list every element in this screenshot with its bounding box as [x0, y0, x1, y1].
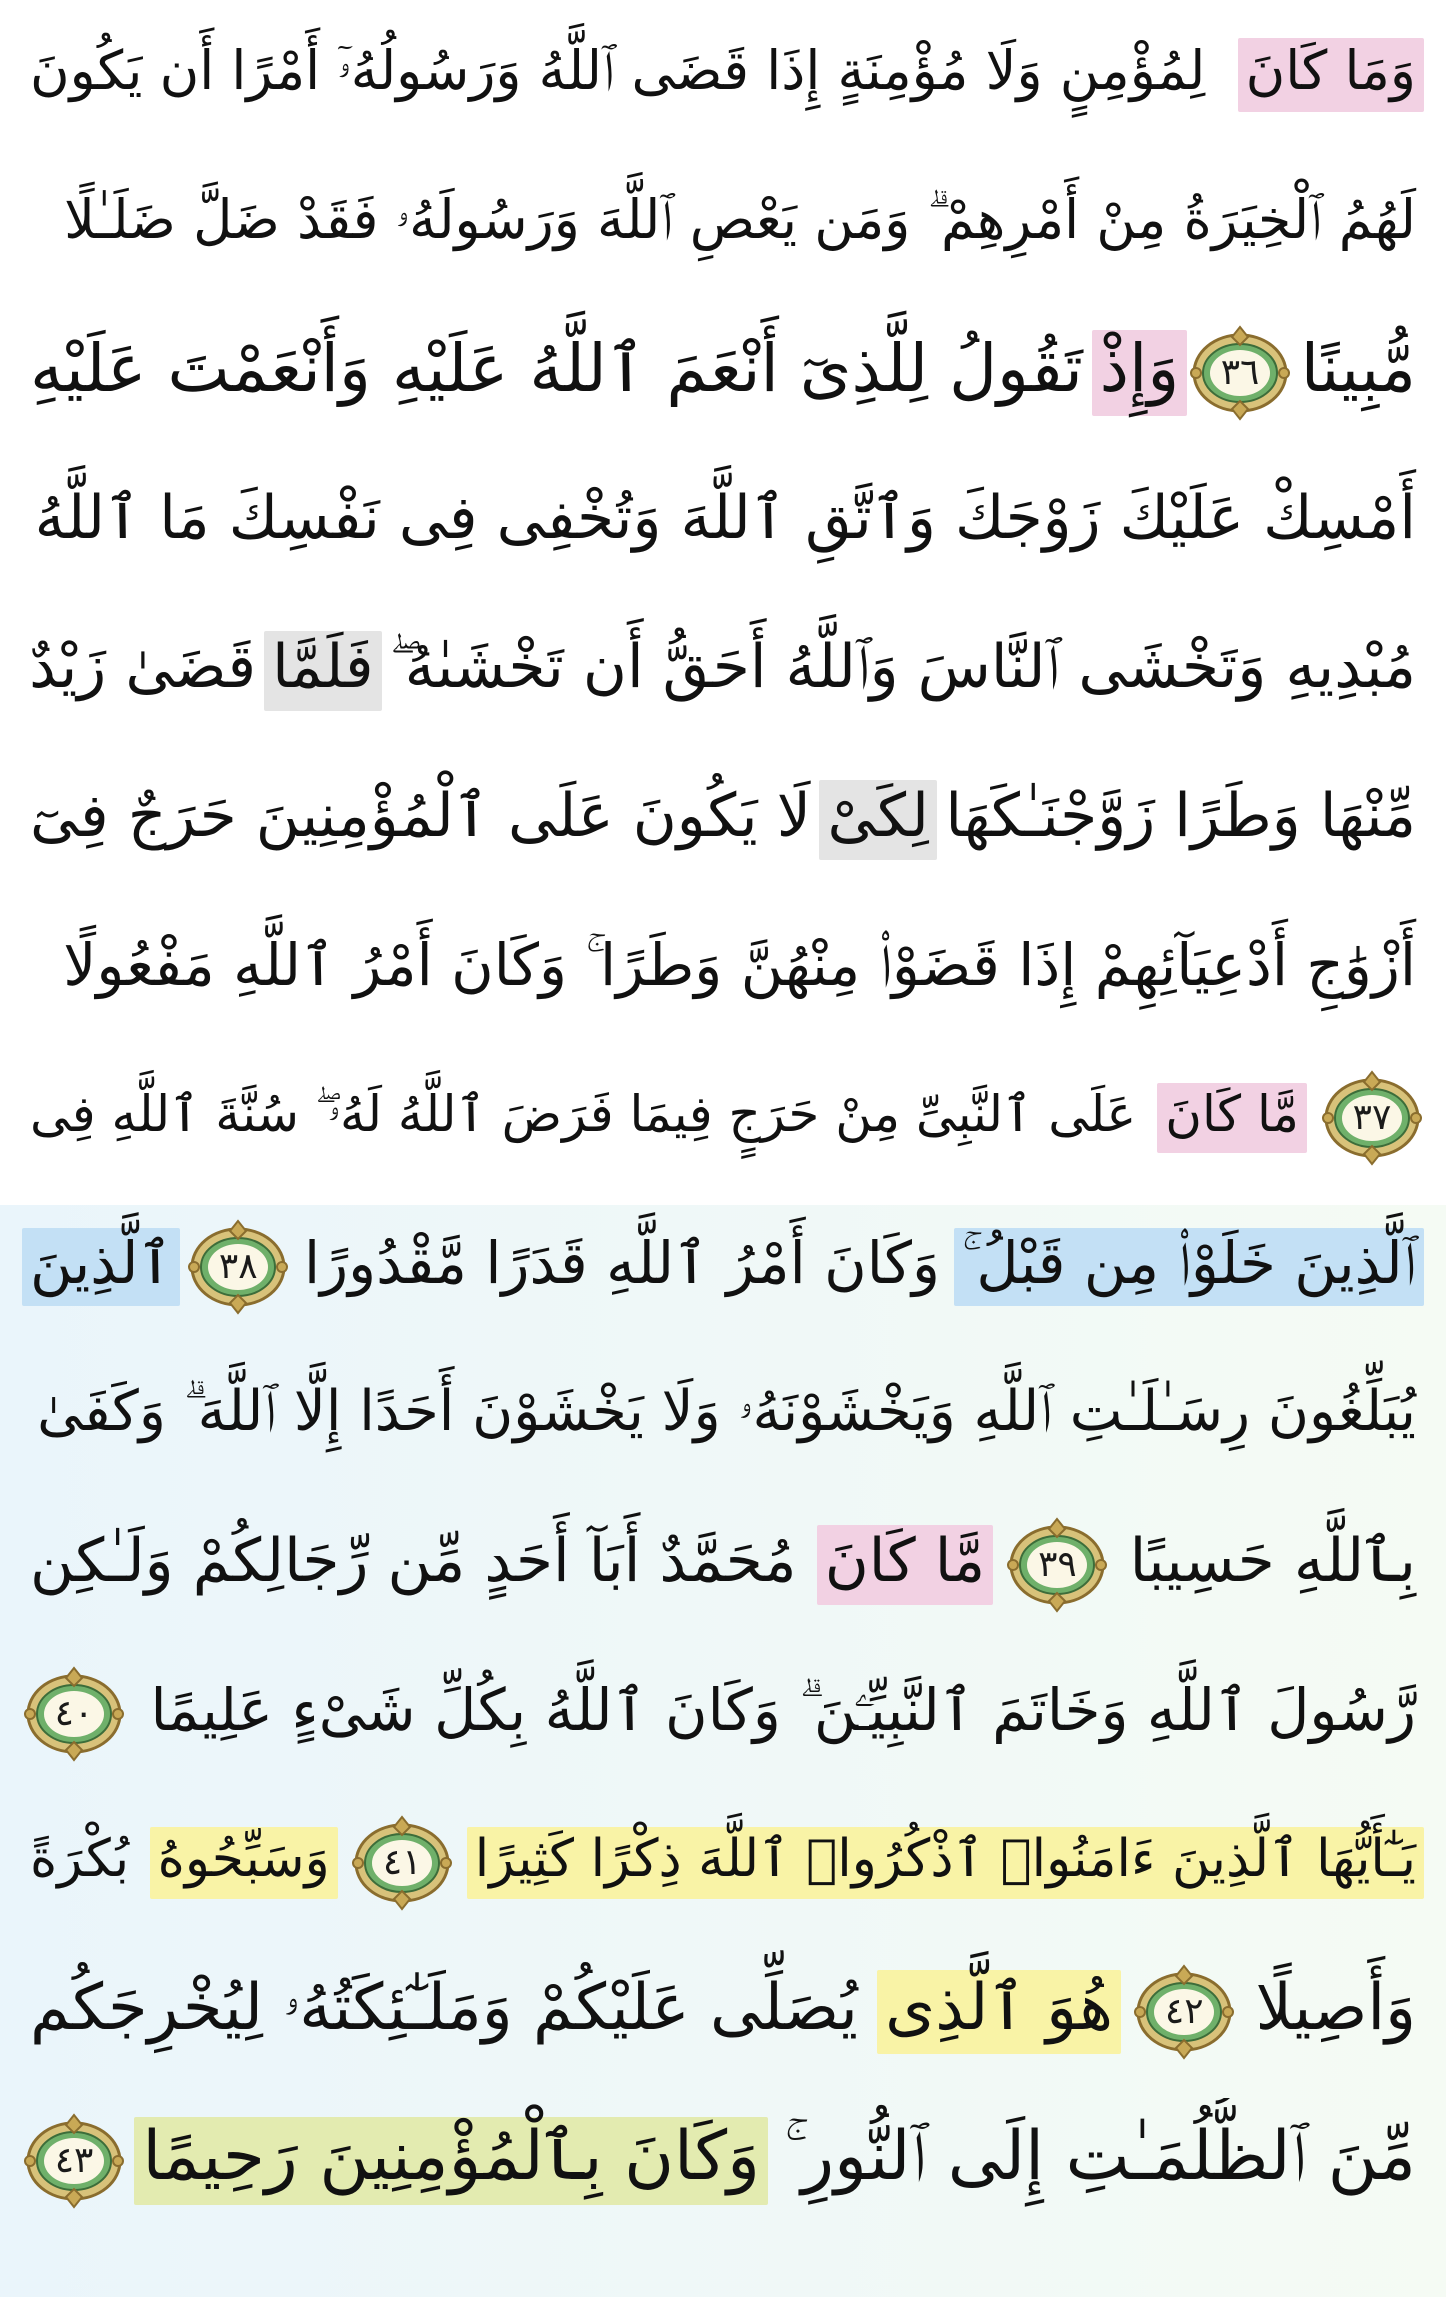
highlighted-word: وَسَبِّحُوهُ [150, 1827, 338, 1899]
verse-text: عَلَى ٱلنَّبِىِّ مِنْ حَرَجٍ فِيمَا فَرَضَ ٱللَّهُ لَهُۥ ۖ سُنَّةَ ٱللَّهِ فِى [30, 1084, 1137, 1143]
highlighted-word: لِكَىْ [819, 780, 936, 860]
verse-text: بُكْرَةً [30, 1828, 130, 1889]
verse-end-marker-icon [22, 2113, 126, 2209]
verse-text: أَزْوَٰجِ أَدْعِيَآئِهِمْ إِذَا قَضَوْا۟ مِنْهُنَّ وَطَرًا ۚ وَكَانَ أَمْرُ ٱللَّهِ مَفْعُولًا [63, 930, 1416, 999]
verse-line [22, 1204, 1424, 1329]
verse-text: رَّسُولَ ٱللَّهِ وَخَاتَمَ ٱلنَّبِيِّـۧنَ ۗ وَكَانَ ٱللَّهُ بِكُلِّ شَىْءٍ عَلِيمًا [150, 1675, 1416, 1744]
verse-end-marker-icon [1188, 325, 1292, 421]
verse-text: بِٱللَّهِ حَسِيبًا [1129, 1525, 1416, 1596]
highlighted-word: هُوَ ٱلَّذِى [877, 1970, 1121, 2054]
verse-number: ٣٨ [218, 1245, 258, 1287]
verse-number: ٣٦ [1220, 351, 1260, 393]
verse-number: ٤٠ [54, 1692, 94, 1734]
verse-end-marker-icon [22, 1666, 126, 1762]
verse-text: مِّنَ ٱلظُّلُمَـٰتِ إِلَى ٱلنُّورِ ۚ [784, 2116, 1416, 2196]
verse-text: مِّنْهَا وَطَرًا زَوَّجْنَـٰكَهَا [945, 780, 1416, 851]
highlighted-word: ٱلَّذِينَ خَلَوْا۟ مِن قَبْلُ ۚ [954, 1228, 1424, 1306]
verse-text: لَا يَكُونَ عَلَى ٱلْمُؤْمِنِينَ حَرَجٌ فِىٓ [30, 780, 811, 851]
verse-end-marker-icon [186, 1219, 290, 1315]
verse-line [22, 1651, 1424, 1776]
verse-text: مُّبِينًا [1300, 329, 1416, 407]
verse-text: مُحَمَّدٌ أَبَآ أَحَدٍ مِّن رِّجَالِكُمْ وَلَـٰكِن [30, 1525, 797, 1596]
highlighted-word: مَّا كَانَ [1157, 1083, 1307, 1153]
verse-line [22, 906, 1424, 1031]
verse-text: مُبْدِيهِ وَتَخْشَى ٱلنَّاسَ وَٱللَّهُ أَحَقُّ أَن تَخْشَىٰهُ ۖ [389, 631, 1416, 702]
verse-text: قَضَىٰ زَيْدٌ [29, 631, 257, 702]
verse-number: ٤٢ [1164, 1990, 1204, 2032]
verse-line [22, 2098, 1424, 2223]
verse-line [22, 161, 1424, 286]
highlighted-word: وَإِذْ [1092, 330, 1188, 416]
verse-line [22, 459, 1424, 584]
highlighted-word: مَّا كَانَ [817, 1525, 993, 1605]
verse-line [22, 1949, 1424, 2074]
verse-line [22, 1800, 1424, 1925]
verse-number: ٣٧ [1352, 1096, 1392, 1138]
verse-line [22, 1353, 1424, 1478]
verse-number: ٤٣ [54, 2139, 94, 2181]
verse-text: وَأَصِيلًا [1255, 1970, 1416, 2045]
verse-line [22, 757, 1424, 882]
verse-text: لِمُؤْمِنٍ وَلَا مُؤْمِنَةٍ إِذَا قَضَى ٱللَّهُ وَرَسُولُهُۥٓ أَمْرًا أَن يَكُونَ [30, 38, 1206, 102]
verse-end-marker-icon [350, 1815, 454, 1911]
highlighted-word: وَمَا كَانَ [1238, 38, 1424, 112]
verse-text: لَهُمُ ٱلْخِيَرَةُ مِنْ أَمْرِهِمْ ۗ وَمَن يَعْصِ ٱللَّهَ وَرَسُولَهُۥ فَقَدْ ضَلَّ ضَلَـٰلًا [64, 187, 1416, 251]
verse-text: يُصَلِّى عَلَيْكُمْ وَمَلَـٰٓئِكَتُهُۥ لِيُخْرِجَكُم [30, 1970, 858, 2045]
verse-end-marker-icon [1132, 1964, 1236, 2060]
verse-line [22, 1502, 1424, 1627]
verse-line [22, 310, 1424, 435]
verse-text: تَقُولُ لِلَّذِىٓ أَنْعَمَ ٱللَّهُ عَلَيْهِ وَأَنْعَمْتَ عَلَيْهِ [30, 329, 1083, 407]
verse-line [22, 1055, 1424, 1180]
verse-text: أَمْسِكْ عَلَيْكَ زَوْجَكَ وَٱتَّقِ ٱللَّهَ وَتُخْفِى فِى نَفْسِكَ مَا ٱللَّهُ [34, 482, 1416, 553]
verse-number: ٣٩ [1038, 1543, 1077, 1585]
highlighted-word: فَلَمَّا [264, 631, 382, 711]
verse-end-marker-icon [1005, 1517, 1109, 1613]
verse-end-marker-icon [1320, 1070, 1424, 1166]
verse-text: وَكَانَ أَمْرُ ٱللَّهِ قَدَرًا مَّقْدُورًا [303, 1228, 941, 1297]
verse-line [22, 12, 1424, 137]
verse-number: ٤١ [382, 1841, 422, 1883]
verse-line [22, 608, 1424, 733]
highlighted-word: ٱلَّذِينَ [22, 1228, 180, 1306]
highlighted-word: يَـٰٓأَيُّهَا ٱلَّذِينَ ءَامَنُوا۟ ٱذْكُرُوا۟ ٱللَّهَ ذِكْرًا كَثِيرًا [467, 1827, 1424, 1899]
highlighted-word: وَكَانَ بِٱلْمُؤْمِنِينَ رَحِيمًا [134, 2117, 768, 2205]
verse-text: يُبَلِّغُونَ رِسَـٰلَـٰتِ ٱللَّهِ وَيَخْشَوْنَهُۥ وَلَا يَخْشَوْنَ أَحَدًا إِلَّا ٱللَّهَ ۗ وَكَفَىٰ [37, 1378, 1416, 1444]
